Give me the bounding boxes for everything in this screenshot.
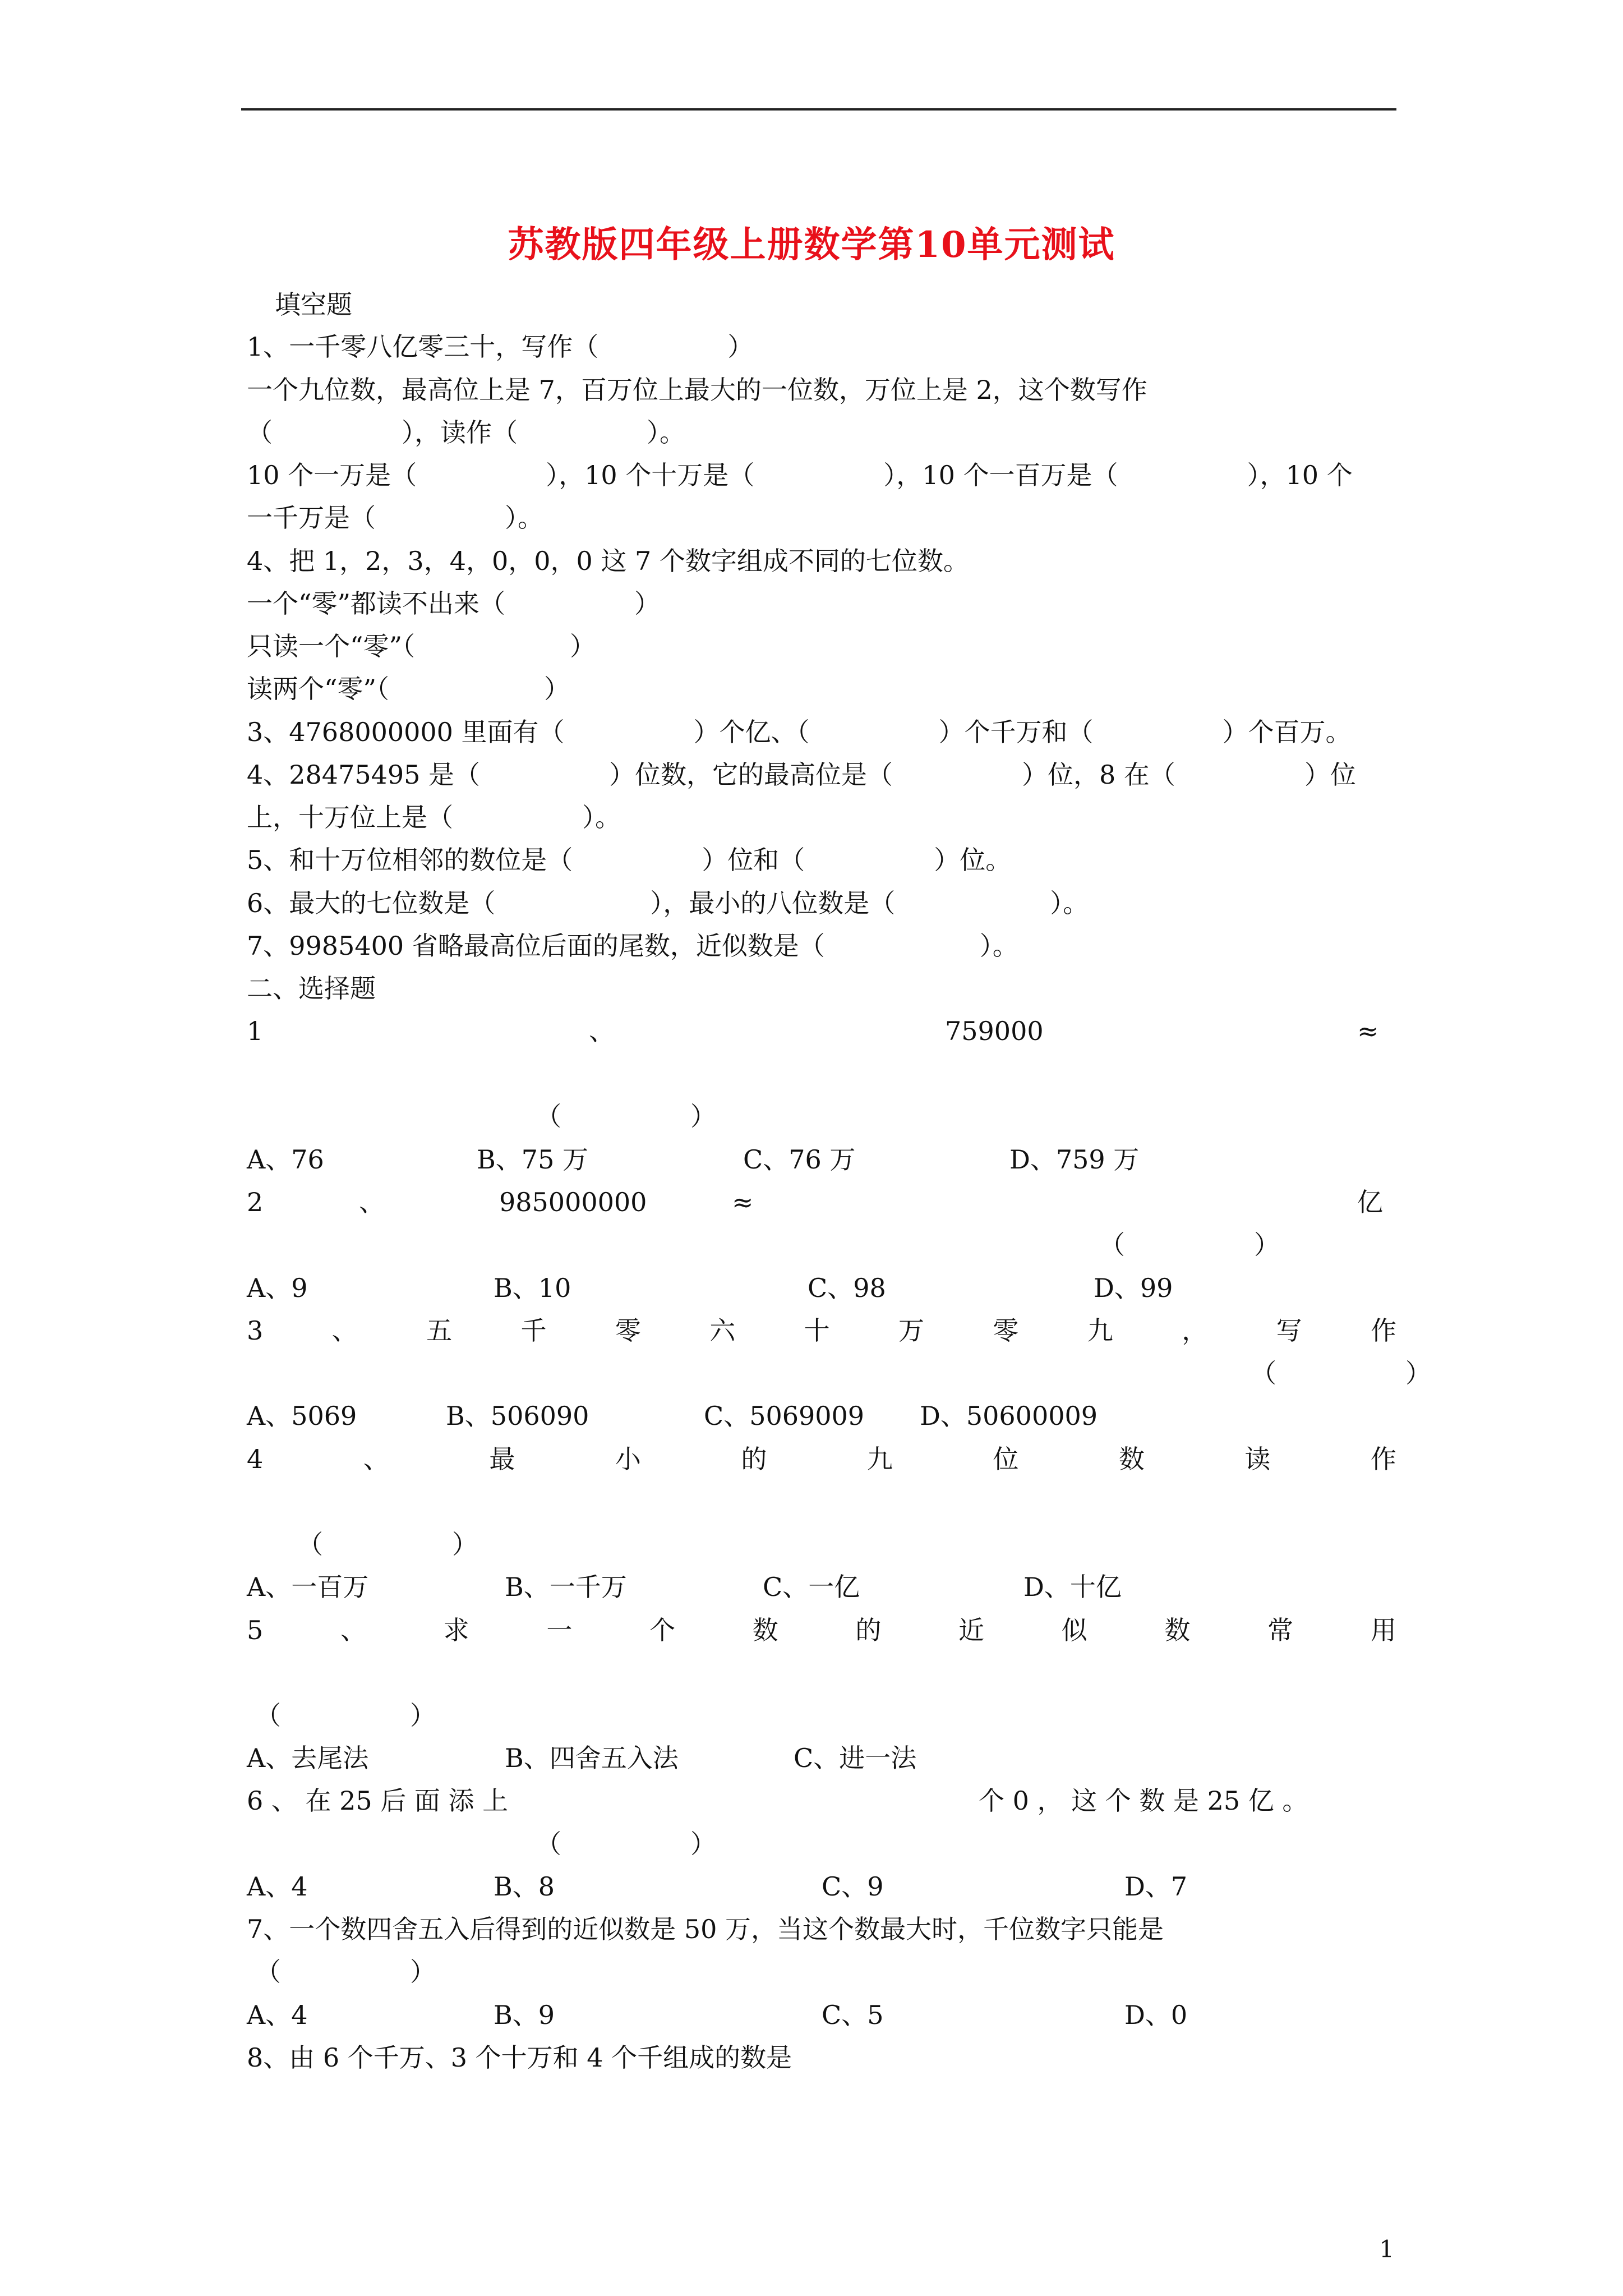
question-line: 一千万是（ ）。: [247, 503, 543, 533]
question-line: （ ），读作（ ）。: [247, 417, 685, 448]
q5-option-a: A、去尾法: [247, 1743, 369, 1773]
q3-option-a: A、5069: [247, 1401, 357, 1431]
q3-option-c: C、5069009: [704, 1401, 865, 1431]
q6-option-b: B、8: [494, 1871, 555, 1902]
question-line: 3、4768000000 里面有（ ）个亿、（ ）个千万和（ ）个百万。: [247, 717, 1352, 747]
q3-stem: 3 、 五 千 零 六 十 万 零 九 ， 写 作: [247, 1315, 1396, 1346]
q6-option-c: C、9: [822, 1871, 884, 1902]
question-line: 4、把 1，2，3，4，0，0，0 这 7 个数字组成不同的七位数。: [247, 546, 969, 576]
q1-option-d: D、759 万: [1009, 1144, 1140, 1175]
q4-stem: 4 、 最 小 的 九 位 数 读 作: [247, 1444, 1396, 1474]
q2-unit: 亿: [1357, 1187, 1383, 1217]
q2-option-d: D、99: [1094, 1273, 1173, 1303]
q6-option-a: A、4: [247, 1871, 308, 1902]
q3-option-b: B、506090: [446, 1401, 589, 1431]
page-number: 1: [1379, 2235, 1394, 2263]
section-fill-blank: 填空题: [275, 289, 352, 320]
q1-number-value: 759000: [945, 1016, 1044, 1046]
q5-answer-blank: （ ）: [255, 1700, 436, 1731]
q1-approx: ≈: [1357, 1016, 1379, 1046]
q6-stem-right: 个 0 ， 这 个 数 是 25 亿 。: [979, 1786, 1308, 1816]
q6-answer-blank: （ ）: [536, 1829, 716, 1859]
q5-stem: 5 、 求 一 个 数 的 近 似 数 常 用: [247, 1615, 1396, 1645]
q7-option-c: C、5: [822, 2000, 884, 2030]
q7-option-d: D、0: [1124, 2000, 1188, 2030]
q2-sep: 、: [359, 1187, 385, 1217]
question-line: 读两个“零”（ ）: [247, 674, 570, 704]
question-line: 一个九位数，最高位上是 7，百万位上最大的一位数，万位上是 2，这个数写作: [247, 375, 1147, 405]
q2-option-c: C、98: [808, 1273, 886, 1303]
page-title: 苏教版四年级上册数学第10单元测试: [508, 224, 1115, 266]
question-line: 7、9985400 省略最高位后面的尾数，近似数是（ ）。: [247, 931, 1018, 961]
question-line: 4、28475495 是（ ）位数，它的最高位是（ ）位，8 在（ ）位: [247, 760, 1356, 790]
q1-option-a: A、76: [247, 1144, 324, 1175]
q6-option-d: D、7: [1124, 1871, 1188, 1902]
q1-option-b: B、75 万: [477, 1144, 588, 1175]
q3-answer-blank: （ ）: [1251, 1358, 1431, 1388]
q6-stem-left: 6 、 在 25 后 面 添 上: [247, 1786, 509, 1816]
q4-answer-blank: （ ）: [297, 1529, 478, 1559]
q4-option-d: D、十亿: [1023, 1572, 1122, 1602]
question-line: 一个“零”都读不出来（ ）: [247, 588, 661, 619]
q4-option-c: C、一亿: [763, 1572, 860, 1602]
q2-option-b: B、10: [494, 1273, 571, 1303]
question-line: 6、最大的七位数是（ ），最小的八位数是（ ）。: [247, 888, 1089, 918]
q7-option-b: B、9: [494, 2000, 555, 2030]
header-rule: [241, 108, 1396, 111]
q1-sep: 、: [589, 1016, 615, 1046]
q4-option-a: A、一百万: [247, 1572, 369, 1602]
q2-answer-blank: （ ）: [1099, 1230, 1280, 1260]
q5-option-b: B、四舍五入法: [505, 1743, 679, 1773]
question-line: 上，十万位上是（ ）。: [247, 802, 621, 832]
q8-stem: 8、由 6 个千万、3 个十万和 4 个千组成的数是: [247, 2042, 792, 2073]
q2-number: 2: [247, 1187, 264, 1217]
q2-approx: ≈: [732, 1187, 754, 1217]
q5-option-c: C、进一法: [794, 1743, 917, 1773]
q3-option-d: D、50600009: [920, 1401, 1098, 1431]
q2-option-a: A、9: [247, 1273, 308, 1303]
q7-answer-blank: （ ）: [255, 1957, 436, 1987]
question-line: 1、一千零八亿零三十，写作（ ）: [247, 332, 754, 362]
q1-number: 1: [247, 1016, 264, 1046]
question-line: 10 个一万是（ ），10 个十万是（ ），10 个一百万是（ ），10 个: [247, 460, 1353, 490]
q7-option-a: A、4: [247, 2000, 308, 2030]
q1-answer-blank: （ ）: [536, 1101, 716, 1131]
q1-option-c: C、76 万: [743, 1144, 856, 1175]
q4-option-b: B、一千万: [505, 1572, 627, 1602]
q7-stem: 7、一个数四舍五入后得到的近似数是 50 万，当这个数最大时，千位数字只能是: [247, 1914, 1164, 1944]
question-line: 5、和十万位相邻的数位是（ ）位和（ ）位。: [247, 845, 1012, 875]
q2-number-value: 985000000: [499, 1187, 647, 1217]
question-line: 只读一个“零”（ ）: [247, 631, 596, 661]
section-multiple-choice: 二、选择题: [247, 973, 376, 1004]
